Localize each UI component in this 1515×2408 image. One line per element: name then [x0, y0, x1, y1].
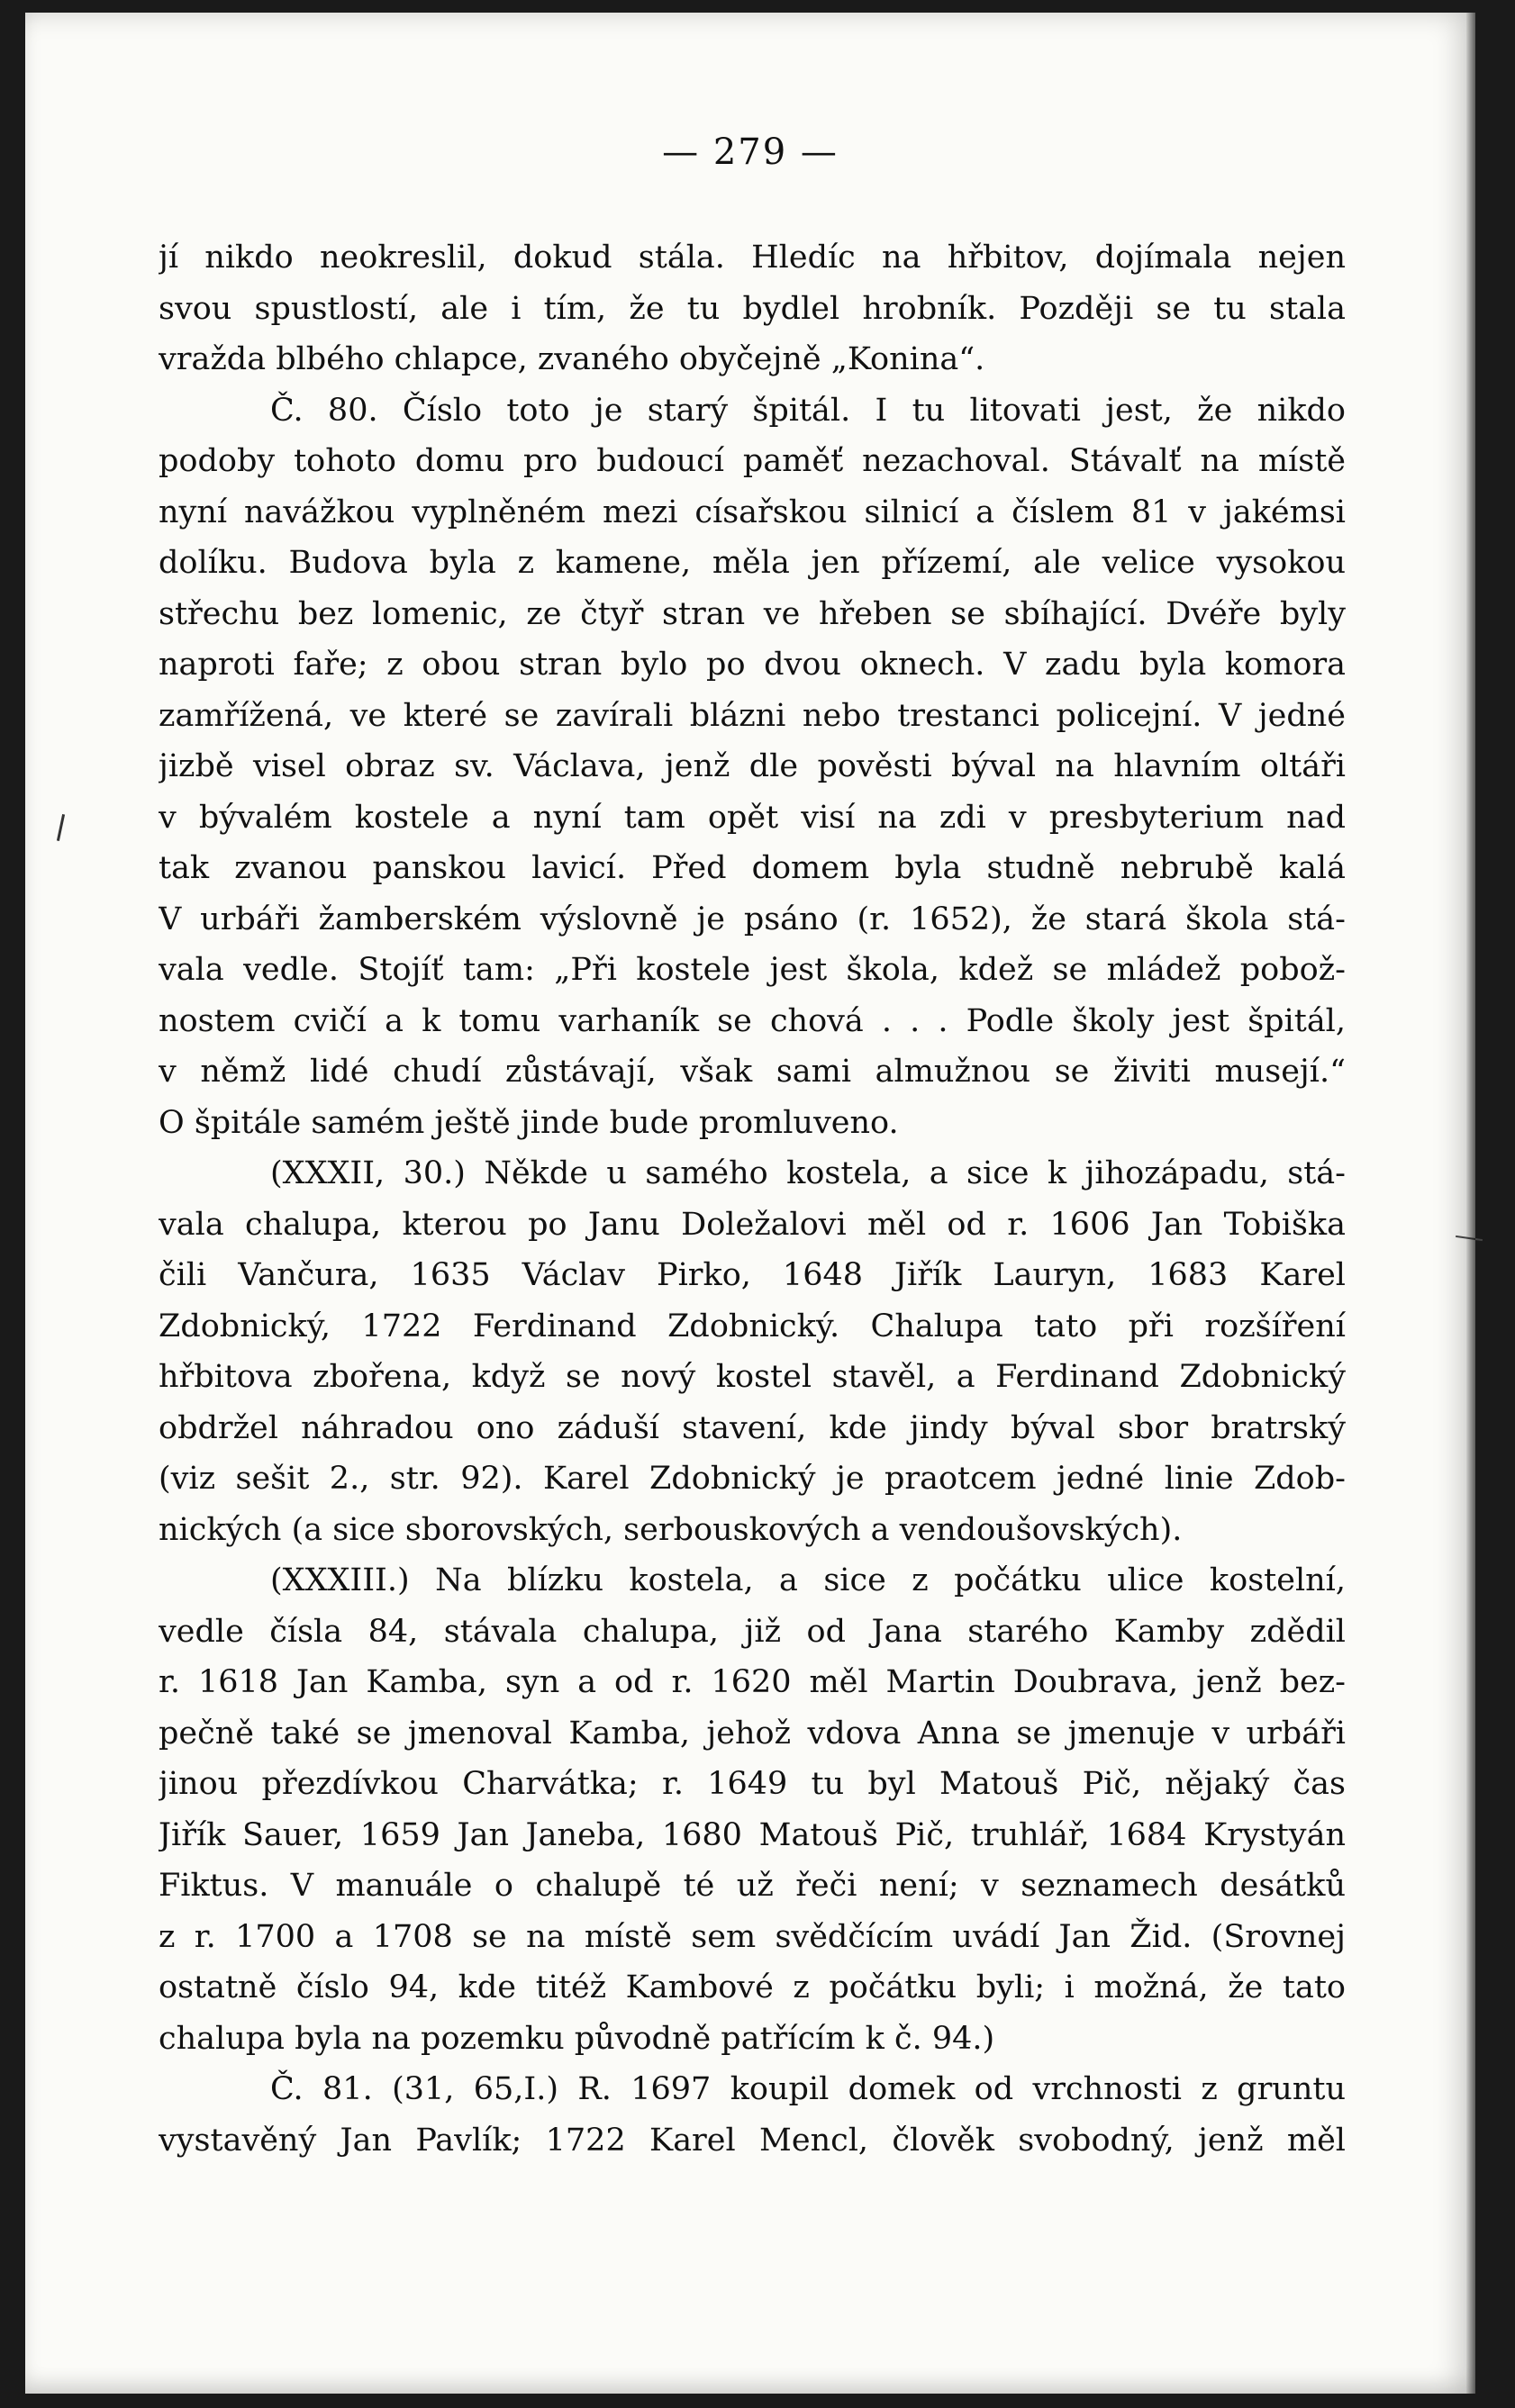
- text-line: vražda blbého chlapce, zvaného obyčejně „Konina“.: [159, 341, 985, 377]
- text-line: vystavěný Jan Pavlík; 1722 Karel Mencl, člověk svobodný, jenž měl: [159, 2122, 1346, 2159]
- text-line: r. 1618 Jan Kamba, syn a od r. 1620 měl Martin Doubrava, jenž bez-: [159, 1664, 1346, 1700]
- text-line: vedle čísla 84, stávala chalupa, již od Jana starého Kamby zdědil: [159, 1613, 1346, 1650]
- text-line: nyní navážkou vyplněném mezi císařskou silnicí a číslem 81 v jakémsi: [159, 493, 1346, 530]
- text-line: svou spustlostí, ale i tím, že tu bydlel hrobník. Později se tu stala: [159, 290, 1346, 327]
- text-line: jí nikdo neokreslil, dokud stála. Hledíc na hřbitov, dojímala nejen: [159, 240, 1346, 276]
- margin-mark: [57, 814, 65, 841]
- text-line: obdržel náhradou ono záduší stavení, kde jindy býval sbor bratrský: [159, 1409, 1346, 1446]
- text-line: tak zvanou panskou lavicí. Před domem byla studně nebrubě kalá: [159, 850, 1346, 886]
- body-text: [159, 232, 1346, 2166]
- text-line: jizbě visel obraz sv. Václava, jenž dle pověsti býval na hlavním oltáři: [159, 748, 1346, 784]
- text-line: (viz sešit 2., str. 92). Karel Zdobnický je praotcem jedné linie Zdob-: [159, 1461, 1346, 1497]
- text-line: pečně také se jmenoval Kamba, jehož vdova Anna se jmenuje v urbáři: [159, 1715, 1346, 1752]
- text-line: čili Vančura, 1635 Václav Pirko, 1648 Jiřík Lauryn, 1683 Karel: [159, 1257, 1346, 1293]
- text-line: Č. 81. (31, 65,I.) R. 1697 koupil domek od vrchnosti z gruntu: [270, 2071, 1346, 2107]
- text-line: Jiřík Sauer, 1659 Jan Janeba, 1680 Matouš Pič, truhlář, 1684 Krystyán: [159, 1816, 1346, 1853]
- text-line: v bývalém kostele a nyní tam opět visí na zdi v presbyterium nad: [159, 799, 1346, 836]
- text-line: V urbáři žamberském výslovně je psáno (r. 1652), že stará škola stá-: [159, 901, 1346, 937]
- text-line: nostem cvičí a k tomu varhaník se chová . . . Podle školy jest špitál,: [159, 1002, 1346, 1039]
- text-line: podoby tohoto domu pro budoucí paměť nezachoval. Stávalť na místě: [159, 443, 1346, 479]
- text-line: zamřížená, ve které se zavírali blázni nebo trestanci policejní. V jedné: [159, 697, 1346, 734]
- text-line: nických (a sice sborovských, serbouskových a vendoušovských).: [159, 1511, 1183, 1548]
- text-line: vala vedle. Stojíť tam: „Při kostele jest škola, kdež se mládež pobož-: [159, 952, 1346, 988]
- text-line: z r. 1700 a 1708 se na místě sem svědčícím uvádí Jan Žid. (Srovnej: [159, 1918, 1346, 1955]
- text-line: v němž lidé chudí zůstávají, však sami almužnou se živiti musejí.“: [159, 1054, 1346, 1090]
- text-line: dolíku. Budova byla z kamene, měla jen přízemí, ale velice vysokou: [159, 545, 1346, 581]
- text-line: jinou přezdívkou Charvátka; r. 1649 tu byl Matouš Pič, nějaký čas: [159, 1766, 1346, 1802]
- text-line: střechu bez lomenic, ze čtyř stran ve hřeben se sbíhající. Dvéře byly: [159, 595, 1346, 632]
- text-line: (XXXII, 30.) Někde u samého kostela, a sice k jihozápadu, stá-: [270, 1155, 1346, 1191]
- text-line: naproti faře; z obou stran bylo po dvou oknech. V zadu byla komora: [159, 647, 1346, 683]
- text-line: Fiktus. V manuále o chalupě té už řeči není; v seznamech desátků: [159, 1868, 1346, 1904]
- text-line: O špitále samém ještě jinde bude promluveno.: [159, 1104, 899, 1141]
- text-line: ostatně číslo 94, kde titéž Kambové z počátku byli; i možná, že tato: [159, 1969, 1346, 2005]
- page-number: — 279 —: [662, 131, 839, 173]
- text-line: chalupa byla na pozemku původně patřícím k č. 94.): [159, 2020, 995, 2057]
- text-line: hřbitova zbořena, když se nový kostel stavěl, a Ferdinand Zdobnický: [159, 1359, 1346, 1395]
- text-line: vala chalupa, kterou po Janu Doležalovi měl od r. 1606 Jan Tobiška: [159, 1206, 1346, 1243]
- text-line: (XXXIII.) Na blízku kostela, a sice z počátku ulice kostelní,: [270, 1562, 1346, 1598]
- margin-mark: [1456, 1236, 1483, 1241]
- book-page: [25, 13, 1475, 2394]
- text-line: Č. 80. Číslo toto je starý špitál. I tu litovati jest, že nikdo: [270, 392, 1346, 429]
- text-line: Zdobnický, 1722 Ferdinand Zdobnický. Chalupa tato při rozšíření: [159, 1308, 1346, 1344]
